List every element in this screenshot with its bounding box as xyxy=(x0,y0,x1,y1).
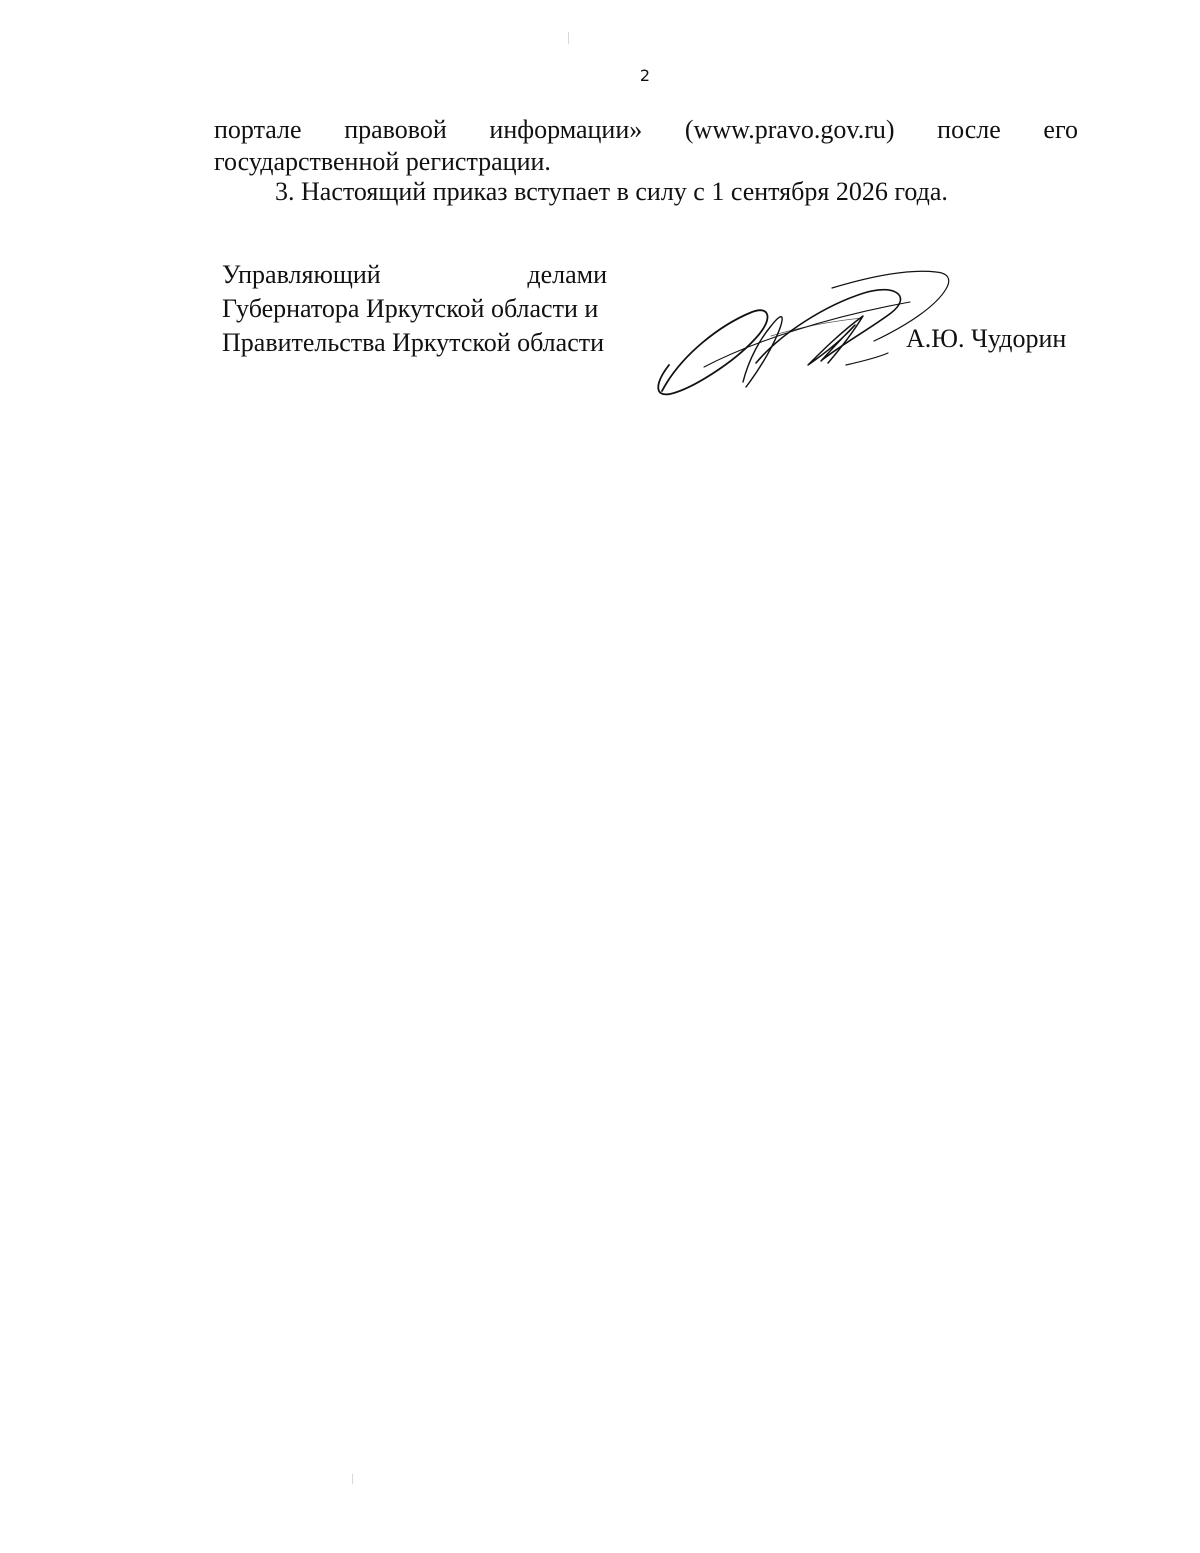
scan-mark-top xyxy=(568,32,569,44)
paragraph-line-2: государственной регистрации. xyxy=(214,147,551,176)
paragraph-word: правовой xyxy=(344,115,447,144)
paragraph-word: после xyxy=(937,115,1001,144)
signer-name: А.Ю. Чудорин xyxy=(906,324,1067,353)
signer-position-line-2: Губернатора Иркутской области и xyxy=(222,294,599,323)
signer-position-block xyxy=(222,258,607,360)
signer-position-line-1 xyxy=(222,258,607,292)
paragraph-word: портале xyxy=(214,115,302,144)
paragraph-line-1 xyxy=(214,113,1078,147)
scan-mark-bottom xyxy=(352,1474,353,1484)
paragraph-word: его xyxy=(1043,115,1078,144)
signer-position-line-3: Правительства Иркутской области xyxy=(222,328,605,357)
page-number: 2 xyxy=(639,66,651,85)
paragraph-item-3: 3. Настоящий приказ вступает в силу с 1 сентября 2026 года. xyxy=(275,177,948,206)
paragraph-word: (www.pravo.gov.ru) xyxy=(684,115,895,144)
signer-position-word-right: делами xyxy=(527,260,607,289)
signer-position-word-left: Управляющий xyxy=(222,260,381,289)
paragraph-word: информации» xyxy=(489,115,643,144)
